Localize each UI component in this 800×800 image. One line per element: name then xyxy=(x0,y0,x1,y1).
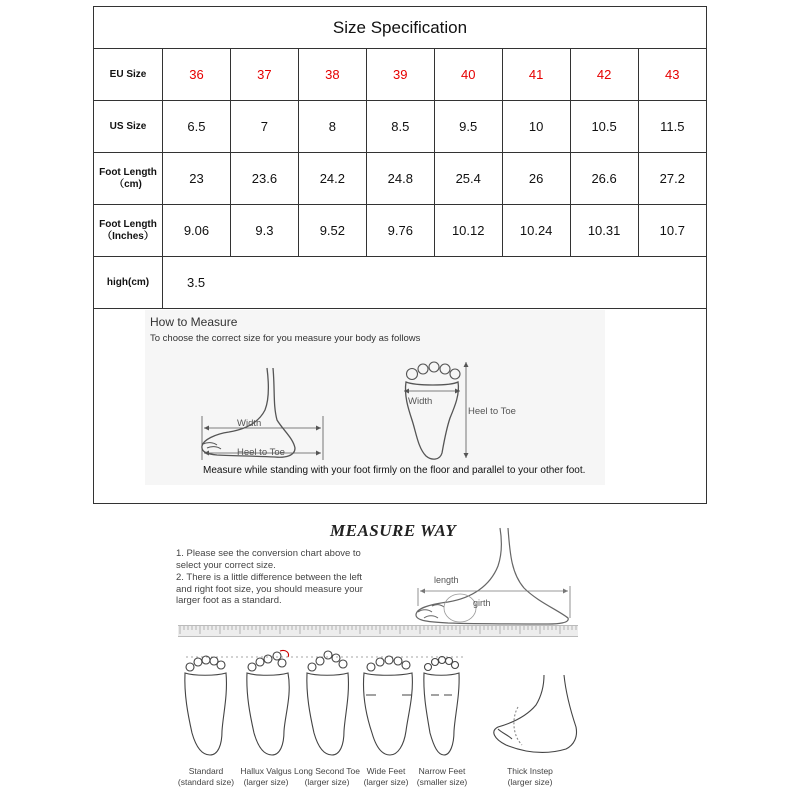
caption-note: (larger size) xyxy=(363,777,409,787)
us-cell: 6.5 xyxy=(163,101,231,153)
row-header-line2: （cm) xyxy=(114,178,142,190)
row-header: high(cm) xyxy=(94,257,163,309)
size-grid xyxy=(94,49,706,309)
caption-name: Wide Feet xyxy=(366,766,406,776)
eu-cell: 36 xyxy=(163,49,231,101)
inch-cell: 10.31 xyxy=(570,205,638,257)
thick-instep-foot-icon xyxy=(494,675,577,752)
inch-cell: 10.12 xyxy=(434,205,502,257)
inch-cell: 9.3 xyxy=(230,205,298,257)
row-header: US Size xyxy=(94,101,163,153)
eu-cell: 37 xyxy=(230,49,298,101)
standard-foot-icon xyxy=(185,656,227,755)
eu-size-row xyxy=(94,49,706,101)
narrow-feet-foot-icon xyxy=(424,657,459,756)
girth-label: girth xyxy=(473,598,491,608)
row-header-line1: Foot Length xyxy=(99,218,157,230)
heel-height-row xyxy=(94,257,706,309)
length-label: length xyxy=(434,575,459,585)
inch-cell: 10.24 xyxy=(502,205,570,257)
how-to-measure-title: How to Measure xyxy=(150,315,238,329)
measure-note: Measure while standing with your foot firmly on the floor and parallel to your other foot. xyxy=(203,465,586,476)
row-header: EU Size xyxy=(94,49,163,101)
table-title: Size Specification xyxy=(94,7,706,49)
caption-thick-instep xyxy=(494,766,566,788)
us-cell: 10 xyxy=(502,101,570,153)
caption-note: (standard size) xyxy=(177,777,235,787)
us-cell: 10.5 xyxy=(570,101,638,153)
ruler xyxy=(178,625,578,637)
row-header-line2: （Inches） xyxy=(102,230,154,242)
wide-feet-foot-icon xyxy=(363,656,412,755)
caption-note: (smaller size) xyxy=(416,777,468,787)
inch-cell: 9.76 xyxy=(366,205,434,257)
heel-to-toe-label: Heel to Toe xyxy=(237,447,285,458)
us-cell: 11.5 xyxy=(638,101,706,153)
cm-cell: 26.6 xyxy=(570,153,638,205)
foot-length-cm-row xyxy=(94,153,706,205)
row-header xyxy=(94,205,163,257)
ruler-ticks xyxy=(178,626,578,636)
long-second-toe-foot-icon xyxy=(307,651,349,755)
inch-cell: 9.52 xyxy=(298,205,366,257)
hallux-valgus-foot-icon xyxy=(247,650,289,755)
caption-name: Long Second Toe xyxy=(293,766,360,776)
inch-cell: 10.7 xyxy=(638,205,706,257)
eu-cell: 40 xyxy=(434,49,502,101)
us-cell: 8 xyxy=(298,101,366,153)
inch-cell: 9.06 xyxy=(163,205,231,257)
foot-length-inches-row xyxy=(94,205,706,257)
caption-note: (larger size) xyxy=(243,777,289,787)
row-header-line1: Foot Length xyxy=(99,166,157,178)
cm-cell: 27.2 xyxy=(638,153,706,205)
cm-cell: 26 xyxy=(502,153,570,205)
eu-cell: 43 xyxy=(638,49,706,101)
caption-narrow-feet xyxy=(406,766,478,788)
cm-cell: 23.6 xyxy=(230,153,298,205)
cm-cell: 23 xyxy=(163,153,231,205)
measure-steps xyxy=(176,548,376,608)
caption-note: (larger size) xyxy=(507,777,553,787)
width-label-top: Width xyxy=(408,396,433,407)
width-label: Width xyxy=(237,418,262,429)
foot-types-illustration xyxy=(176,645,586,765)
eu-cell: 42 xyxy=(570,49,638,101)
step-2: 2. There is a little difference between the left and right foot size, you should measure your larger foot as a standard. xyxy=(176,572,363,606)
row-header xyxy=(94,153,163,205)
us-cell: 8.5 xyxy=(366,101,434,153)
cm-cell: 25.4 xyxy=(434,153,502,205)
heel-height-value: 3.5 xyxy=(163,257,707,309)
step-1: 1. Please see the conversion chart above to select your correct size. xyxy=(176,548,361,571)
eu-cell: 39 xyxy=(366,49,434,101)
caption-name: Hallux Valgus xyxy=(240,766,292,776)
caption-name: Narrow Feet xyxy=(418,766,466,776)
caption-note: (larger size) xyxy=(304,777,350,787)
caption-name: Thick Instep xyxy=(507,766,553,776)
how-to-measure-panel xyxy=(145,310,605,485)
us-cell: 7 xyxy=(230,101,298,153)
cm-cell: 24.2 xyxy=(298,153,366,205)
heel-to-toe-label-top: Heel to Toe xyxy=(468,406,516,417)
eu-cell: 38 xyxy=(298,49,366,101)
eu-cell: 41 xyxy=(502,49,570,101)
us-size-row xyxy=(94,101,706,153)
how-to-measure-subtitle: To choose the correct size for you measure your body as follows xyxy=(150,333,421,344)
cm-cell: 24.8 xyxy=(366,153,434,205)
caption-name: Standard xyxy=(188,766,224,776)
us-cell: 9.5 xyxy=(434,101,502,153)
measure-way-title: MEASURE WAY xyxy=(330,521,457,540)
